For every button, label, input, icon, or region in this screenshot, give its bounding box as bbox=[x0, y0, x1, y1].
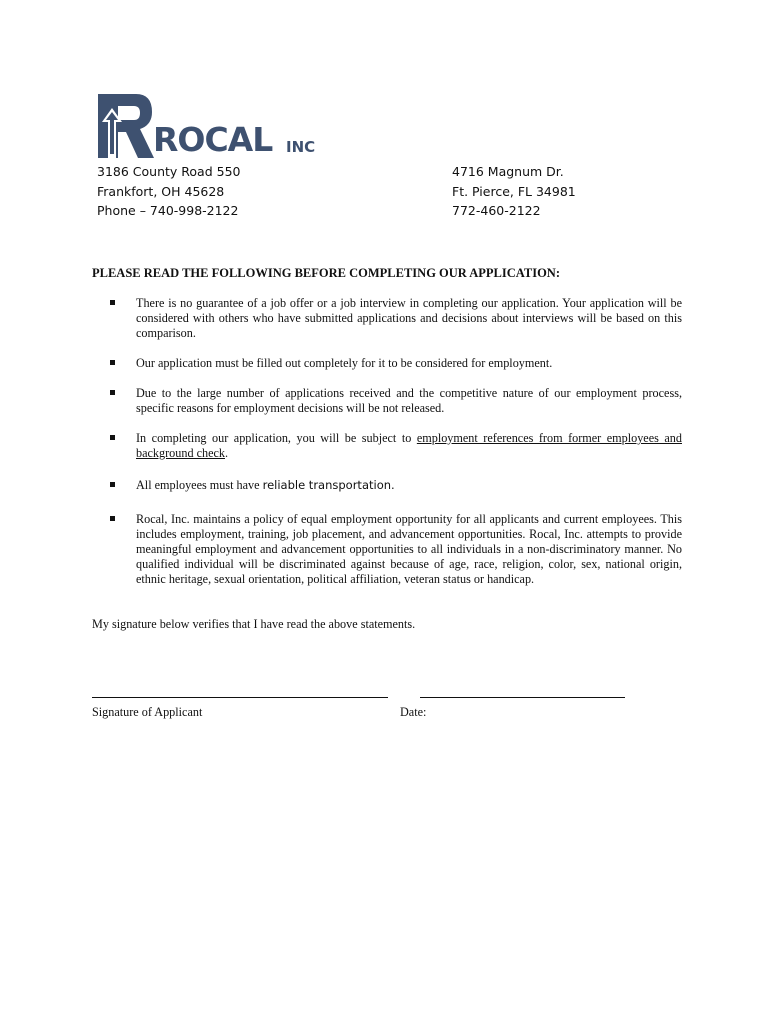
square-bullet-icon bbox=[110, 482, 115, 487]
notice-item bbox=[110, 356, 682, 371]
phone-line: 772-460-2122 bbox=[452, 203, 541, 218]
address-ft-pierce bbox=[452, 162, 576, 221]
notice-item bbox=[110, 512, 682, 587]
verification-statement: My signature below verifies that I have read the above statements. bbox=[92, 617, 416, 631]
notice-text: All employees must have bbox=[136, 478, 263, 492]
notice-text: Due to the large number of applications received and the competitive nature of our employment process, specific reasons for employment decisions will be not released. bbox=[136, 386, 682, 415]
square-bullet-icon bbox=[110, 390, 115, 395]
notice-heading: PLEASE READ THE FOLLOWING BEFORE COMPLETING OUR APPLICATION: bbox=[92, 266, 560, 280]
square-bullet-icon bbox=[110, 300, 115, 305]
notice-item bbox=[110, 431, 682, 461]
transportation-text: reliable transportation. bbox=[262, 478, 395, 492]
date-field[interactable] bbox=[420, 697, 625, 698]
notice-text: Our application must be filled out completely for it to be considered for employment. bbox=[136, 356, 553, 370]
notice-text: Rocal, Inc. maintains a policy of equal employment opportunity for all applicants and current employees. This includes employment, training, job placement, and advancement opportunities. Rocal, Inc. attempts to provide meaningful employment and advancement opportunities to all individuals in a non-discriminatory manner. No qualified individual will be discriminated against because of age, race, religion, color, sex, national origin, ethnic heritage, sexual orientation, political affiliation, veteran status or handicap. bbox=[136, 512, 682, 586]
notice-list bbox=[110, 296, 682, 587]
signature-field[interactable] bbox=[92, 697, 388, 698]
notice-text: There is no guarantee of a job offer or a job interview in completing our application. Your application will be considered with others who have submitted applications and decisions about interviews will be based on this comparison. bbox=[136, 296, 682, 340]
notice-item bbox=[110, 478, 682, 493]
address-frankfort bbox=[97, 162, 240, 221]
notice-item bbox=[110, 296, 682, 341]
notice-text: In completing our application, you will be subject to bbox=[136, 431, 417, 445]
address-line: 4716 Magnum Dr. bbox=[452, 164, 564, 179]
square-bullet-icon bbox=[110, 516, 115, 521]
rocal-logo-icon bbox=[96, 92, 156, 160]
date-label: Date: bbox=[400, 705, 427, 719]
address-line: 3186 County Road 550 bbox=[97, 164, 241, 179]
square-bullet-icon bbox=[110, 360, 115, 365]
address-line: Ft. Pierce, FL 34981 bbox=[452, 183, 576, 199]
signature-label: Signature of Applicant bbox=[92, 705, 203, 719]
notice-text: . bbox=[225, 446, 229, 460]
logo-wordmark: ROCAL bbox=[153, 120, 273, 159]
company-logo bbox=[96, 92, 326, 162]
logo-suffix: INC bbox=[286, 138, 316, 156]
notice-item bbox=[110, 386, 682, 416]
phone-line: Phone – 740-998-2122 bbox=[97, 203, 239, 218]
square-bullet-icon bbox=[110, 435, 115, 440]
address-line: Frankfort, OH 45628 bbox=[97, 183, 225, 199]
references-underlined-text: employment references from former employees and background check bbox=[136, 431, 682, 460]
